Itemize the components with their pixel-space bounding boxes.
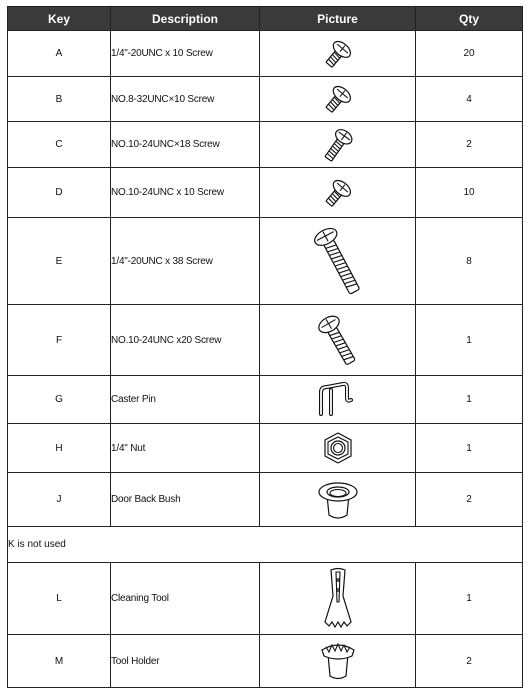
medium-screw-icon	[318, 124, 358, 166]
header-row	[8, 7, 523, 31]
row-key: F	[8, 305, 111, 376]
hex-nut-icon	[320, 430, 356, 466]
note-text: K is not used	[8, 527, 523, 563]
row-key: H	[8, 424, 111, 473]
row-key: M	[8, 635, 111, 688]
row-picture	[260, 563, 416, 635]
row-qty: 2	[416, 635, 523, 688]
tool-holder-icon	[316, 638, 360, 684]
row-description: Caster Pin	[111, 376, 260, 424]
row-picture	[260, 424, 416, 473]
row-description: 1/4" Nut	[111, 424, 260, 473]
row-key: L	[8, 563, 111, 635]
bush-icon	[313, 477, 363, 523]
row-qty: 2	[416, 122, 523, 168]
row-key: E	[8, 218, 111, 305]
short-screw-icon	[318, 79, 358, 119]
row-key: G	[8, 376, 111, 424]
medium-screw-icon	[313, 308, 363, 372]
header-qty: Qty	[416, 7, 523, 31]
parts-table	[7, 6, 523, 688]
row-description: NO.8-32UNC×10 Screw	[111, 77, 260, 122]
table-row	[8, 218, 523, 305]
row-description: 1/4"-20UNC x 38 Screw	[111, 218, 260, 305]
table-row	[8, 31, 523, 77]
caster-pin-icon	[313, 380, 363, 420]
table-row	[8, 473, 523, 527]
row-qty: 1	[416, 376, 523, 424]
header-description: Description	[111, 7, 260, 31]
table-row	[8, 77, 523, 122]
row-picture	[260, 305, 416, 376]
row-key: A	[8, 31, 111, 77]
row-description: Cleaning Tool	[111, 563, 260, 635]
table-row	[8, 635, 523, 688]
row-description: 1/4"-20UNC x 10 Screw	[111, 31, 260, 77]
row-picture	[260, 77, 416, 122]
long-screw-icon	[308, 220, 368, 302]
row-picture	[260, 473, 416, 527]
row-qty: 20	[416, 31, 523, 77]
row-key: J	[8, 473, 111, 527]
cleaning-tool-icon	[318, 566, 358, 632]
short-screw-icon	[318, 34, 358, 74]
row-description: Tool Holder	[111, 635, 260, 688]
row-description: NO.10-24UNC x20 Screw	[111, 305, 260, 376]
row-picture	[260, 635, 416, 688]
row-qty: 1	[416, 305, 523, 376]
table-row	[8, 122, 523, 168]
row-key: C	[8, 122, 111, 168]
note-row	[8, 527, 523, 563]
row-qty: 2	[416, 473, 523, 527]
table-row	[8, 376, 523, 424]
header-key: Key	[8, 7, 111, 31]
row-picture	[260, 168, 416, 218]
row-description: Door Back Bush	[111, 473, 260, 527]
header-picture: Picture	[260, 7, 416, 31]
row-picture	[260, 31, 416, 77]
row-description: NO.10-24UNC×18 Screw	[111, 122, 260, 168]
table-row	[8, 424, 523, 473]
row-qty: 4	[416, 77, 523, 122]
row-key: B	[8, 77, 111, 122]
row-picture	[260, 376, 416, 424]
table-row	[8, 563, 523, 635]
row-qty: 8	[416, 218, 523, 305]
row-qty: 1	[416, 563, 523, 635]
row-key: D	[8, 168, 111, 218]
row-picture	[260, 122, 416, 168]
row-qty: 1	[416, 424, 523, 473]
short-screw-icon	[318, 173, 358, 213]
row-description: NO.10-24UNC x 10 Screw	[111, 168, 260, 218]
table-row	[8, 168, 523, 218]
row-picture	[260, 218, 416, 305]
row-qty: 10	[416, 168, 523, 218]
table-row	[8, 305, 523, 376]
